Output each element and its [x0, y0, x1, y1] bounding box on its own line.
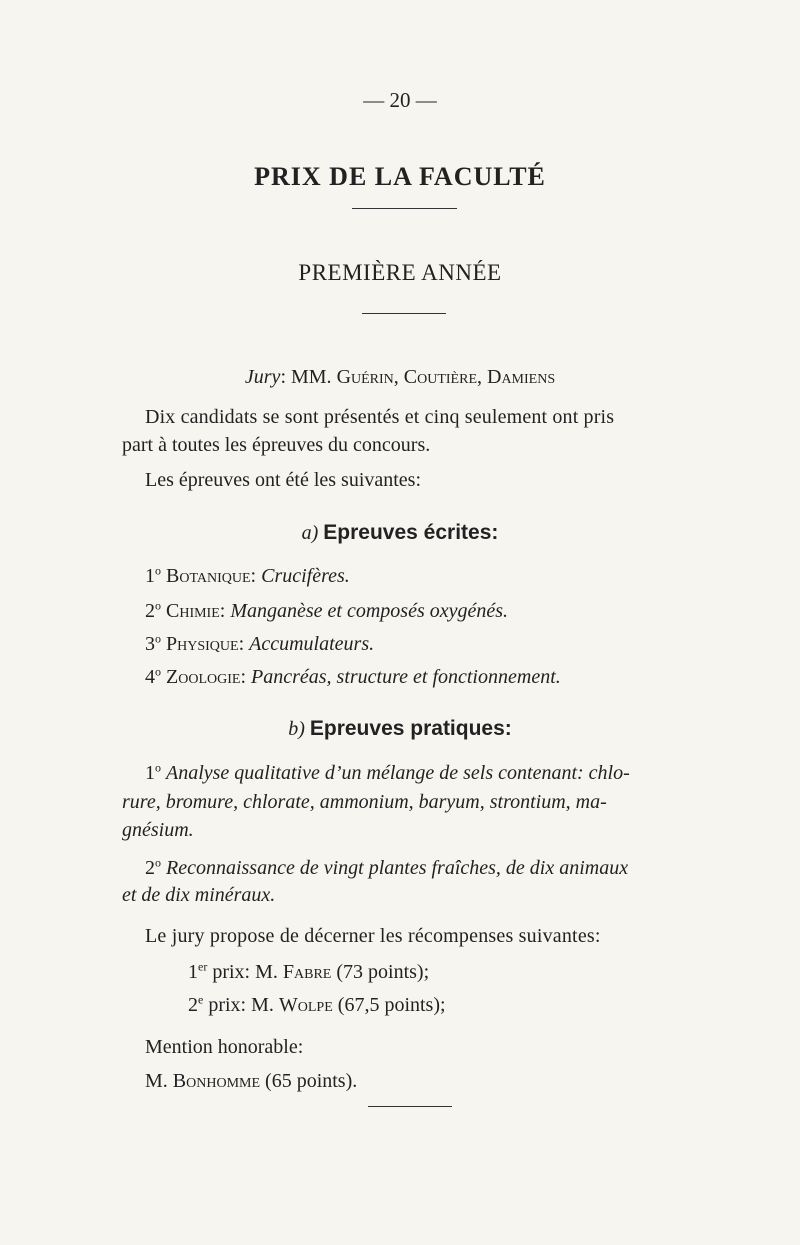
- section-b-letter: b): [288, 718, 305, 740]
- page-title: PRIX DE LA FACULTÉ: [254, 162, 546, 191]
- written-item-1: 1$^o$ Botanique: Crucifères.: [145, 563, 350, 587]
- written-item-3: 3$^o$ Physique: Accumulateurs.: [145, 631, 375, 655]
- section-b-label: Epreuves pratiques:: [309, 717, 512, 740]
- page-number: — 20 —: [363, 88, 437, 112]
- written-item-4: 4$^o$ Zoologie: Pancréas, structure et fonctionnement.: [145, 664, 561, 688]
- practical-1-line-3: gnésium.: [122, 819, 194, 841]
- closing-divider: [368, 1106, 452, 1107]
- intro-line-2: part à toutes les épreuves du concours.: [122, 434, 431, 456]
- section-a-label: Epreuves écrites:: [323, 521, 499, 544]
- section-a-heading: [0, 521, 800, 545]
- mention-heading: Mention honorable:: [145, 1036, 304, 1058]
- intro-line-1: Dix candidats se sont présentés et cinq seulement ont pris: [145, 406, 615, 428]
- section-a-letter: a): [301, 522, 319, 544]
- practical-2-line-1: 2$^o$ Reconnaissance de vingt plantes fraîches, de dix animaux: [145, 855, 629, 879]
- practical-2-line-2: et de dix minéraux.: [122, 884, 276, 906]
- section-subtitle: PREMIÈRE ANNÉE: [298, 260, 502, 285]
- jury-mm: : MM.: [280, 366, 332, 388]
- section-b-heading: [0, 717, 800, 741]
- prize-2: 2e prix: M. Wolpe (67,5 points);: [188, 992, 446, 1016]
- jury-line: [0, 366, 800, 389]
- mention-recipient: M. Bonhomme (65 points).: [145, 1070, 358, 1092]
- jury-label: Jury: [244, 366, 281, 388]
- prize-1: 1er prix: M. Fabre (73 points);: [188, 959, 430, 983]
- subtitle-divider: [362, 313, 446, 314]
- jury-members: Guérin, Coutière, Damiens: [336, 366, 556, 388]
- practical-1-line-1: 1$^o$ Analyse qualitative d’un mélange de sels contenant: chlo-: [145, 760, 630, 784]
- awards-intro: Le jury propose de décerner les récompenses suivantes:: [145, 925, 601, 947]
- title-divider: [352, 208, 457, 209]
- written-item-2: 2$^o$ Chimie: Manganèse et composés oxygénés.: [145, 598, 509, 622]
- intro-line-3: Les épreuves ont été les suivantes:: [145, 469, 422, 491]
- practical-1-line-2: rure, bromure, chlorate, ammonium, baryum, strontium, ma-: [122, 791, 607, 813]
